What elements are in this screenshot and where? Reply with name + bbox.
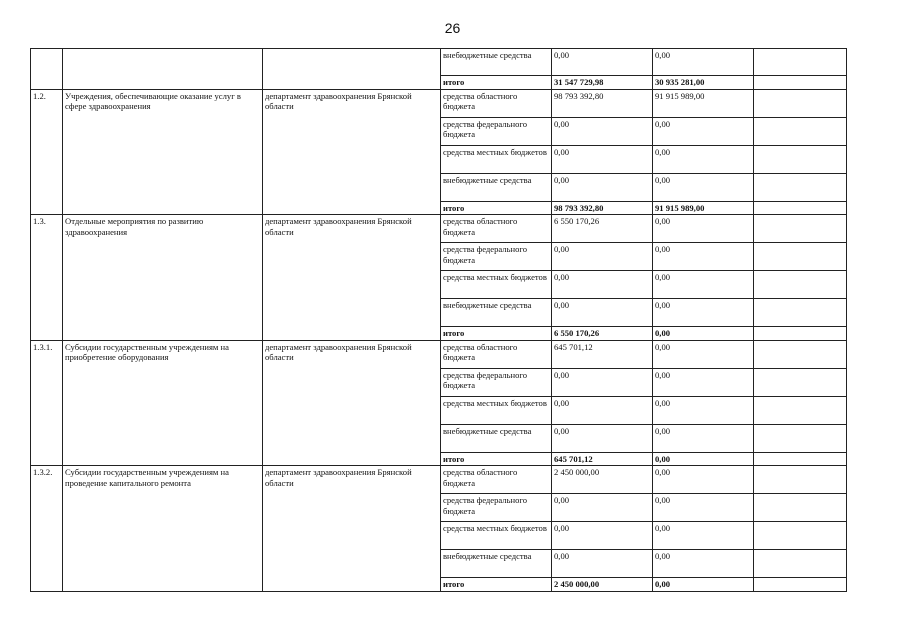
cell-empty: [754, 145, 847, 173]
page-number: 26: [444, 20, 461, 36]
cell-value-2: 0,00: [653, 243, 754, 271]
cell-name: [63, 49, 263, 90]
cell-empty: [754, 396, 847, 424]
cell-value-2: 0,00: [653, 145, 754, 173]
cell-empty: [754, 271, 847, 299]
table-row: [31, 466, 847, 494]
cell-value-1: 0,00: [552, 145, 653, 173]
cell-value-2: 0,00: [653, 494, 754, 522]
cell-value-1: 645 701,12: [552, 340, 653, 368]
cell-value-1: 0,00: [552, 494, 653, 522]
cell-total-label: итого: [441, 452, 552, 466]
cell-executor: [263, 49, 441, 90]
cell-num: [31, 49, 63, 90]
cell-total-value-1: 6 550 170,26: [552, 327, 653, 341]
cell-value-2: 0,00: [653, 368, 754, 396]
cell-empty: [754, 522, 847, 550]
cell-source: средства местных бюджетов: [441, 271, 552, 299]
cell-empty: [754, 89, 847, 117]
cell-total-value-2: 30 935 281,00: [653, 76, 754, 90]
cell-value-1: 0,00: [552, 522, 653, 550]
cell-num: 1.2.: [31, 89, 63, 215]
cell-value-2: 0,00: [653, 340, 754, 368]
cell-source: средства местных бюджетов: [441, 145, 552, 173]
cell-total-label: итого: [441, 327, 552, 341]
cell-total-label: итого: [441, 578, 552, 592]
cell-value-1: 98 793 392,80: [552, 89, 653, 117]
cell-total-value-2: 91 915 989,00: [653, 201, 754, 215]
cell-total-label: итого: [441, 201, 552, 215]
cell-source: средства федерального бюджета: [441, 117, 552, 145]
cell-empty: [754, 173, 847, 201]
cell-total-value-1: 2 450 000,00: [552, 578, 653, 592]
cell-source: внебюджетные средства: [441, 49, 552, 76]
cell-value-2: 0,00: [653, 396, 754, 424]
cell-total-value-1: 98 793 392,80: [552, 201, 653, 215]
cell-value-1: 0,00: [552, 396, 653, 424]
cell-num: 1.3.1.: [31, 340, 63, 466]
cell-name: Отдельные мероприятия по развитию здравоохранения: [63, 215, 263, 341]
cell-total-value-2: 0,00: [653, 578, 754, 592]
cell-empty: [754, 117, 847, 145]
cell-num: 1.3.2.: [31, 466, 63, 592]
cell-source: средства федерального бюджета: [441, 243, 552, 271]
cell-empty: [754, 578, 847, 592]
cell-source: средства местных бюджетов: [441, 396, 552, 424]
cell-value-1: 0,00: [552, 49, 653, 76]
cell-name: Субсидии государственным учреждениям на проведение капитального ремонта: [63, 466, 263, 592]
cell-total-value-1: 31 547 729,98: [552, 76, 653, 90]
cell-empty: [754, 550, 847, 578]
cell-value-1: 0,00: [552, 424, 653, 452]
table-row: [31, 340, 847, 368]
cell-value-1: 0,00: [552, 243, 653, 271]
cell-value-1: 0,00: [552, 173, 653, 201]
cell-value-1: 2 450 000,00: [552, 466, 653, 494]
cell-value-2: 0,00: [653, 522, 754, 550]
cell-source: внебюджетные средства: [441, 299, 552, 327]
table-row: [31, 215, 847, 243]
cell-value-2: 0,00: [653, 424, 754, 452]
cell-executor: департамент здравоохранения Брянской области: [263, 215, 441, 341]
cell-empty: [754, 49, 847, 76]
cell-value-2: 0,00: [653, 173, 754, 201]
cell-empty: [754, 201, 847, 215]
cell-source: внебюджетные средства: [441, 173, 552, 201]
cell-source: средства областного бюджета: [441, 466, 552, 494]
cell-value-1: 0,00: [552, 117, 653, 145]
cell-source: внебюджетные средства: [441, 424, 552, 452]
cell-total-value-2: 0,00: [653, 327, 754, 341]
cell-name: Учреждения, обеспечивающие оказание услуг в сфере здравоохранения: [63, 89, 263, 215]
cell-executor: департамент здравоохранения Брянской области: [263, 89, 441, 215]
cell-value-2: 0,00: [653, 49, 754, 76]
cell-name: Субсидии государственным учреждениям на приобретение оборудования: [63, 340, 263, 466]
cell-empty: [754, 327, 847, 341]
cell-value-2: 0,00: [653, 550, 754, 578]
cell-value-1: 0,00: [552, 550, 653, 578]
cell-source: средства областного бюджета: [441, 215, 552, 243]
table-row: [31, 89, 847, 117]
budget-table: [30, 48, 847, 592]
cell-empty: [754, 243, 847, 271]
cell-source: средства федерального бюджета: [441, 368, 552, 396]
cell-source: средства федерального бюджета: [441, 494, 552, 522]
cell-total-value-2: 0,00: [653, 452, 754, 466]
table-row: [31, 49, 847, 76]
cell-empty: [754, 494, 847, 522]
cell-value-1: 0,00: [552, 368, 653, 396]
cell-empty: [754, 340, 847, 368]
cell-empty: [754, 76, 847, 90]
cell-source: средства местных бюджетов: [441, 522, 552, 550]
cell-executor: департамент здравоохранения Брянской области: [263, 466, 441, 592]
cell-value-2: 91 915 989,00: [653, 89, 754, 117]
cell-value-1: 0,00: [552, 271, 653, 299]
cell-total-label: итого: [441, 76, 552, 90]
cell-total-value-1: 645 701,12: [552, 452, 653, 466]
cell-source: внебюджетные средства: [441, 550, 552, 578]
cell-empty: [754, 299, 847, 327]
cell-executor: департамент здравоохранения Брянской области: [263, 340, 441, 466]
cell-source: средства областного бюджета: [441, 340, 552, 368]
cell-source: средства областного бюджета: [441, 89, 552, 117]
cell-value-2: 0,00: [653, 271, 754, 299]
cell-empty: [754, 466, 847, 494]
cell-value-1: 0,00: [552, 299, 653, 327]
cell-empty: [754, 368, 847, 396]
cell-value-1: 6 550 170,26: [552, 215, 653, 243]
cell-empty: [754, 215, 847, 243]
cell-empty: [754, 424, 847, 452]
cell-value-2: 0,00: [653, 117, 754, 145]
budget-table-body: [31, 49, 847, 592]
cell-value-2: 0,00: [653, 215, 754, 243]
cell-value-2: 0,00: [653, 466, 754, 494]
cell-empty: [754, 452, 847, 466]
cell-value-2: 0,00: [653, 299, 754, 327]
cell-num: 1.3.: [31, 215, 63, 341]
